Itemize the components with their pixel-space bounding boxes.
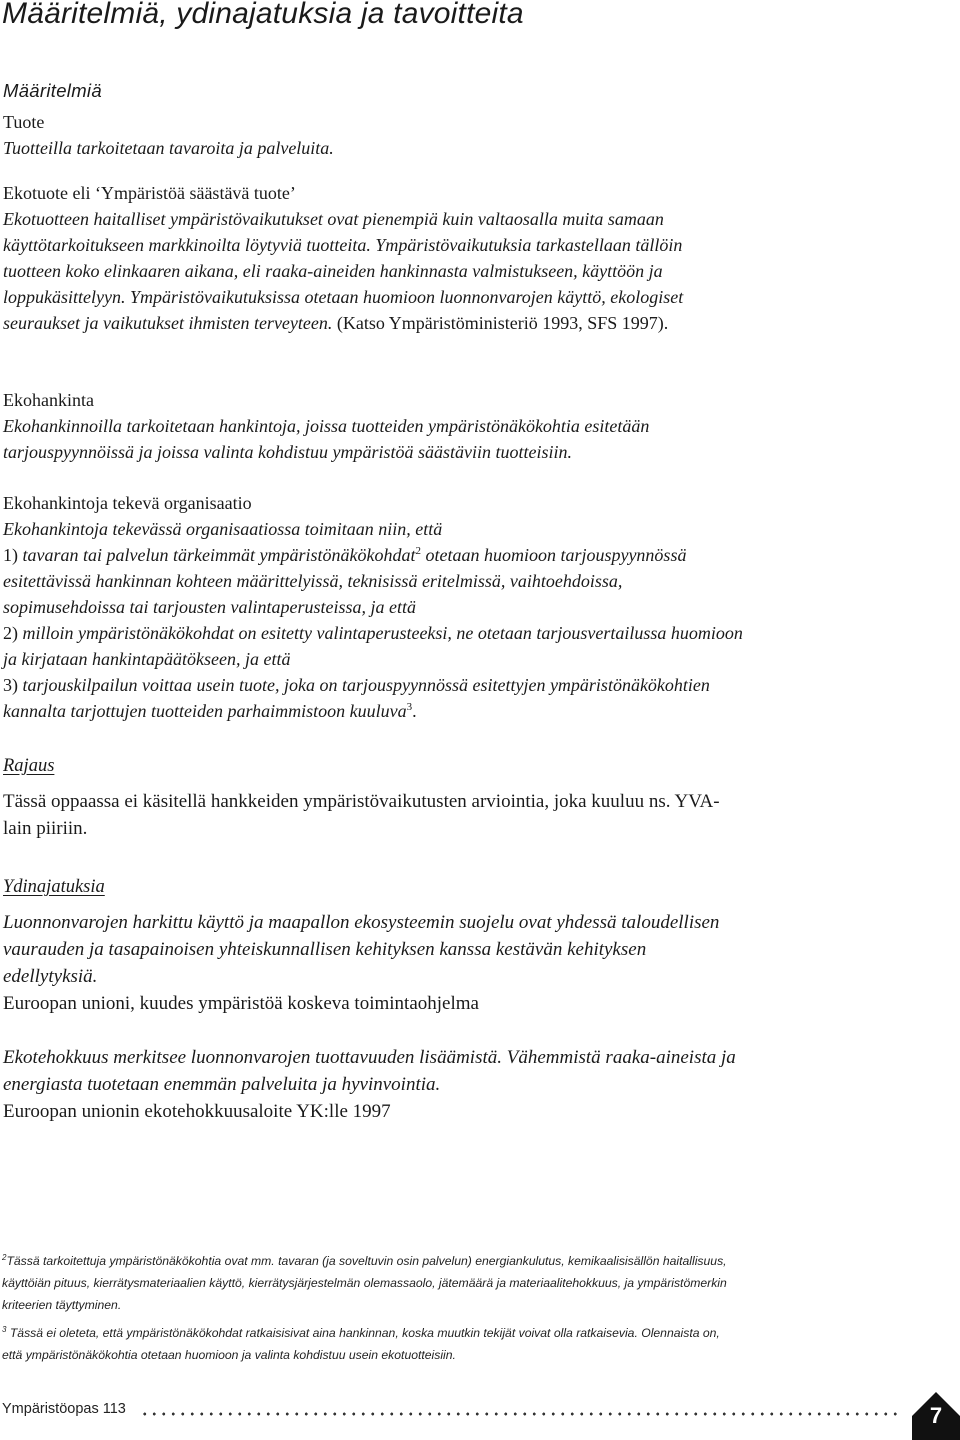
footnote-ref: 2 bbox=[415, 545, 421, 557]
footer-publication: Ympäristöopas 113 bbox=[2, 1401, 126, 1417]
item-number: 1) bbox=[3, 545, 18, 565]
quote-1: Luonnonvarojen harkittu käyttö ja maapallon ekosysteemin suojelu ovat yhdessä taloudellisen vaurauden ja tasapainoisen yhteiskunnallisen kehityksen kanssa kestävän kehityksen edellytyksiä. bbox=[3, 912, 720, 987]
page-title: Määritelmiä, ydinajatuksia ja tavoitteita bbox=[2, 0, 524, 30]
ydinajatuksia-section bbox=[3, 874, 743, 1125]
organisaatio-item-2 bbox=[3, 620, 743, 672]
term-ekotuote: Ekotuote eli ‘Ympäristöä säästävä tuote’ bbox=[3, 183, 296, 203]
item-text: milloin ympäristönäkökohdat on esitetty valintaperusteeksi, ne otetaan tarjousvertailussa huomioon ja kirjataan hankintapäätökseen, ja että bbox=[3, 623, 743, 669]
definition-tuote: Tuotteilla tarkoitetaan tavaroita ja palveluita. bbox=[3, 138, 334, 158]
term-tuote: Tuote bbox=[3, 112, 45, 132]
footnote-2 bbox=[2, 1250, 737, 1316]
organisaatio-item-3 bbox=[3, 672, 743, 724]
definition-ekotuote-text: Ekotuotteen haitalliset ympäristövaikutukset ovat pienempiä kuin valtaosalla muita samaan käyttötarkoitukseen markkinoilta löytyviä tuotteita. Ympäristövaikutuksia tarkastellaan tällöin tuotteen koko elinkaaren aikana, eli raaka-aineiden hankinnasta valmistukseen, käyttöön ja loppukäsittelyyn. Ympäristövaikutuksissa otetaan huomioon luonnonvarojen käyttö, ekologiset seuraukset ja vaikutukset ihmisten terveyteen. bbox=[3, 209, 684, 333]
ekohankinta-definition bbox=[3, 387, 743, 465]
footnote-ref: 3 bbox=[406, 701, 413, 713]
page-number: 7 bbox=[929, 1403, 943, 1428]
quote-2-source: Euroopan unionin ekotehokkuusaloite YK:lle 1997 bbox=[3, 1101, 391, 1122]
item-text-continued: otetaan huomioon tarjouspyynnössä esitettävissä hankinnan kohteen määrittelyissä, teknisissä eritelmissä, vaihtoehdoissa, sopimusehdoissa tai tarjousten valintaperusteissa, ja että bbox=[3, 545, 687, 617]
organisaatio-intro: Ekohankintoja tekevässä organisaatiossa toimitaan niin, että bbox=[3, 519, 443, 539]
quote-2: Ekotehokkuus merkitsee luonnonvarojen tuottavuuden lisäämistä. Vähemmistä raaka-aineista ja energiasta tuotetaan enemmän palveluita ja hyvinvointia. bbox=[3, 1047, 736, 1095]
item-text-end: . bbox=[412, 701, 417, 721]
footnote-text: Tässä ei oleteta, että ympäristönäkökohdat ratkaisisivat aina hankinnan, koska muutkin tekijät voivat olla ratkaisevia. Olennaista on, että ympäristönäkökohtia otetaan huomioon ja valinta kohdistuu usein ekotuotteisiin. bbox=[2, 1326, 720, 1362]
quote-1-source: Euroopan unioni, kuudes ympäristöä koskeva toimintaohjelma bbox=[3, 993, 479, 1014]
ydinajatuksia-heading: Ydinajatuksia bbox=[3, 877, 105, 897]
item-number: 2) bbox=[3, 623, 18, 643]
rajaus-text: Tässä oppaassa ei käsitellä hankkeiden ympäristövaikutusten arviointia, joka kuuluu ns. YVA-lain piiriin. bbox=[3, 791, 720, 839]
rajaus-section bbox=[3, 753, 743, 842]
ekotuote-definition bbox=[3, 180, 743, 336]
footnote-number: 2 bbox=[2, 1252, 7, 1262]
organisaatio-definition bbox=[3, 490, 743, 724]
item-text: tavaran tai palvelun tärkeimmät ympäristönäkökohdat bbox=[22, 545, 416, 565]
definition-ekotuote-source: (Katso Ympäristöministeriö 1993, SFS 1997). bbox=[336, 313, 669, 333]
item-text: tarjouskilpailun voittaa usein tuote, joka on tarjouspyynnössä esitettyjen ympäristönäkökohtien kannalta tarjottujen tuotteiden parhaimmistoon kuuluva bbox=[3, 675, 710, 721]
definitions-heading: Määritelmiä bbox=[3, 80, 102, 101]
term-organisaatio: Ekohankintoja tekevä organisaatio bbox=[3, 493, 252, 513]
term-ekohankinta: Ekohankinta bbox=[3, 390, 94, 410]
rajaus-heading: Rajaus bbox=[3, 756, 55, 776]
footnote-number: 3 bbox=[2, 1324, 7, 1334]
footer-dot-leader bbox=[140, 1412, 902, 1416]
footnote-3 bbox=[2, 1322, 737, 1366]
definition-ekotuote bbox=[3, 206, 743, 336]
definition-ekohankinta: Ekohankinnoilla tarkoitetaan hankintoja, joissa tuotteiden ympäristönäkökohtia esitetään tarjouspyynnöissä ja joissa valinta kohdistuu ympäristöä säästäviin tuotteisiin. bbox=[3, 416, 650, 462]
organisaatio-item-1 bbox=[3, 542, 743, 620]
footnote-text: Tässä tarkoitettuja ympäristönäkökohtia ovat mm. tavaran (ja soveltuvin osin palvelun) energiankulutus, kemikaalisisällön haitallisuus, käyttöiän pituus, kierrätysmateriaalien käyttö, kierrätysjärjestelmän olemassaolo, jätemäärä ja materiaalitehokkuus, ja ympäristömerkin kriteerien täyttyminen. bbox=[2, 1254, 727, 1312]
item-number: 3) bbox=[3, 675, 18, 695]
definitions-section bbox=[3, 78, 743, 161]
